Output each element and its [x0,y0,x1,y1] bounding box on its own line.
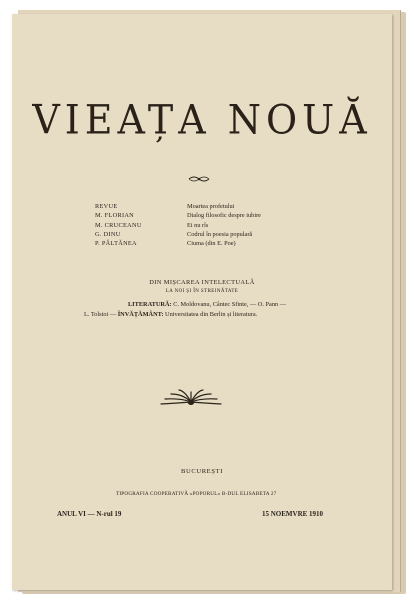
section-line [84,310,354,320]
printer-line: TIPOGRAFIA COOPERATIVĂ «POPORUL» B-DUL ELISABETA 27 [116,491,277,497]
section-subheading: LA NOI ȘI ÎN STREINĂTATE [165,289,239,294]
journal-title: VIEAȚA NOUĂ [32,96,372,144]
toc-work: Dialog filosofic despre iubire [187,212,261,220]
toc-author: M. CRUCEANU [95,221,142,229]
toc-entry [95,239,325,248]
section-text: L. Tolstoi — [84,311,117,318]
toc-entry [95,211,325,220]
section-label: ÎNVĂȚĂMÂNT: [117,311,164,318]
toc-work: Moartea profetului [187,203,235,210]
toc-work: Codrul în poesia populară [187,230,253,238]
section-heading: DIN MIȘCAREA INTELECTUALĂ [149,279,255,286]
section-label: LITERATURĂ: [127,301,172,308]
section-line [72,300,342,310]
publication-place: BUCUREȘTI [180,468,224,475]
toc-author: P. PĂLTĂNEA [95,240,137,248]
table-of-contents [95,202,325,248]
section-text: Universitatea din Berlin și literatura. [165,311,258,318]
toc-work: Ciuma (din E. Poe) [187,240,236,248]
fleuron-ornament-icon [157,388,225,410]
section-text: C. Moldovanu, Cântec Sfinte, — O. Pann — [173,301,286,308]
toc-author: G. DINU [95,230,121,238]
toc-work: Ei nu rîs [187,221,209,229]
magazine-cover [12,14,392,590]
toc-author: REVUE [95,203,118,210]
toc-author: M. FLORIAN [95,212,135,220]
toc-entry [95,221,325,230]
toc-entry [95,230,325,239]
small-ornament-icon [187,174,211,184]
issue-number: ANUL VI — N-rul 19 [57,510,122,518]
toc-entry [95,202,325,211]
issue-date: 15 NOEMVRE 1910 [262,510,324,518]
